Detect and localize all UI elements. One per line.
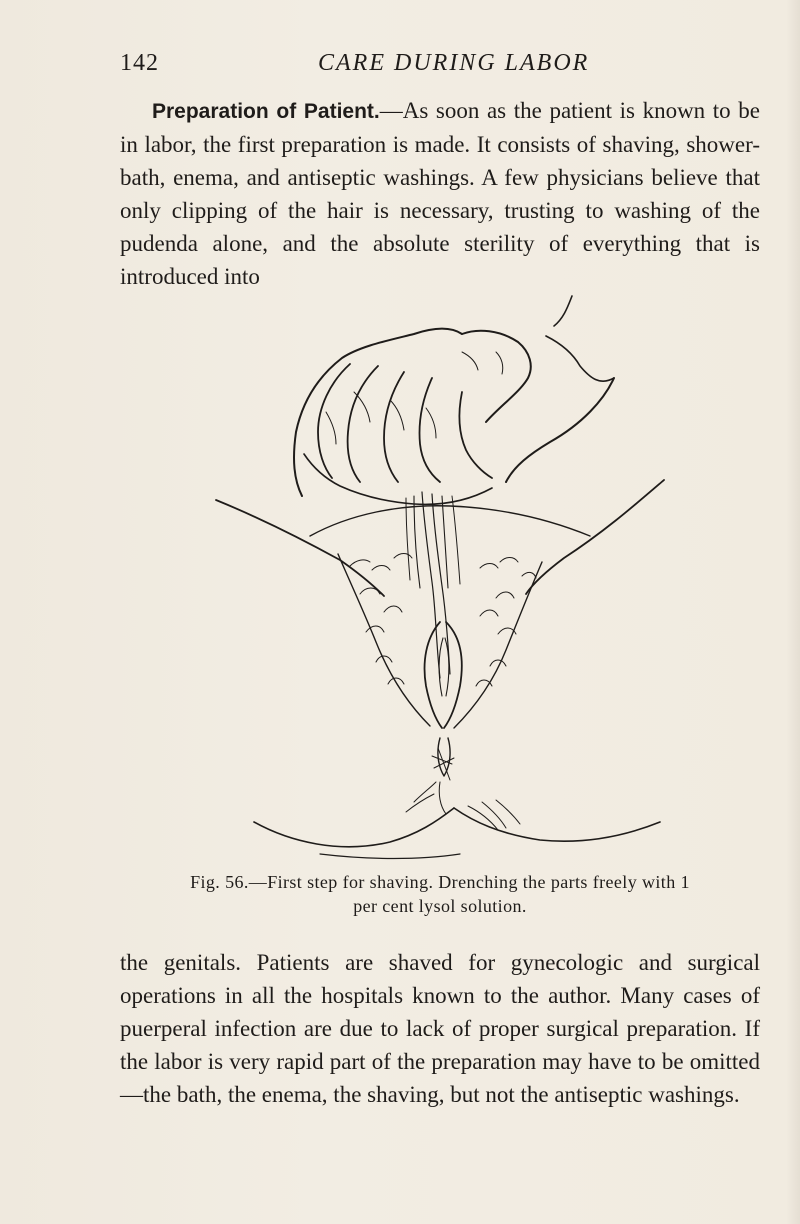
paragraph-genitals: the genitals. Patients are shaved for gynecologic and surgical operations in all the hospitals known to the author. Many cases of puerperal infection are due to lack of proper surgical preparation. If the labor is very rapid part of the preparation may have to be omitted—the bath, the enema, the shaving, but not the antiseptic washings. bbox=[120, 950, 760, 1107]
running-head bbox=[120, 50, 760, 80]
section-heading: Preparation of Patient. bbox=[152, 100, 380, 123]
paragraph-preparation bbox=[120, 94, 760, 293]
running-title: CARE DURING LABOR bbox=[318, 50, 590, 76]
paragraph-text-1: —As soon as the patient is known to be in labor, the first preparation is made. It consists of shaving, shower-bath, enema, and antiseptic washings. A few physicians believe that only clipping of the hair is necessary, trusting to washing of the pudenda alone, and the absolute sterility of everything that is introduced into bbox=[120, 98, 760, 289]
page-number: 142 bbox=[120, 50, 159, 76]
illustration-drawing bbox=[200, 282, 680, 874]
page-edge-shadow bbox=[786, 0, 800, 1224]
caption-line-2: per cent lysol solution. bbox=[353, 896, 527, 916]
figure-caption bbox=[160, 870, 720, 918]
caption-line-1: Fig. 56.—First step for shaving. Drenching the parts freely with 1 bbox=[190, 872, 690, 892]
figure-illustration bbox=[200, 282, 680, 874]
